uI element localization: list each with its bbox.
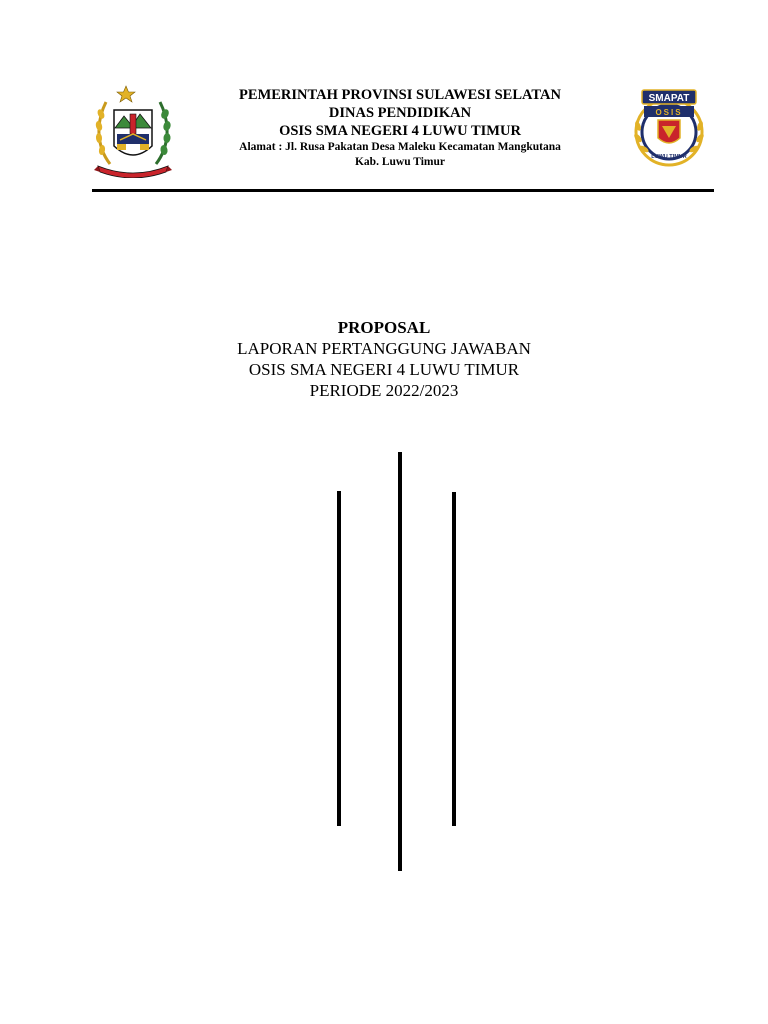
svg-text:LUWU TIMUR: LUWU TIMUR — [651, 154, 687, 160]
title-line-1: LAPORAN PERTANGGUNG JAWABAN — [237, 339, 531, 358]
osis-smapat-emblem-icon — [628, 86, 710, 170]
svg-text:SMAPAT: SMAPAT — [648, 93, 690, 104]
title-line-2: OSIS SMA NEGERI 4 LUWU TIMUR — [248, 360, 520, 379]
government-name: PEMERINTAH PROVINSI SULAWESI SELATAN — [239, 87, 561, 103]
document-title — [134, 317, 634, 401]
organization-name: OSIS SMA NEGERI 4 LUWU TIMUR — [279, 123, 521, 139]
letterhead — [0, 0, 768, 200]
letterhead-text — [180, 86, 620, 170]
title-heading: PROPOSAL — [337, 318, 431, 337]
department-name: DINAS PENDIDIKAN — [328, 105, 472, 121]
decorative-bar-left — [337, 491, 341, 826]
regency-line: Kab. Luwu Timur — [354, 156, 445, 168]
decorative-bar-right — [452, 492, 456, 826]
address-line: Alamat : Jl. Rusa Pakatan Desa Maleku Kecamatan Mangkutana — [239, 141, 561, 153]
title-line-3: PERIODE 2022/2023 — [309, 381, 459, 400]
sulsel-coat-of-arms-icon — [92, 84, 174, 178]
decorative-bar-center — [398, 452, 402, 871]
letterhead-divider — [92, 189, 714, 192]
svg-text:OSIS: OSIS — [655, 108, 683, 117]
